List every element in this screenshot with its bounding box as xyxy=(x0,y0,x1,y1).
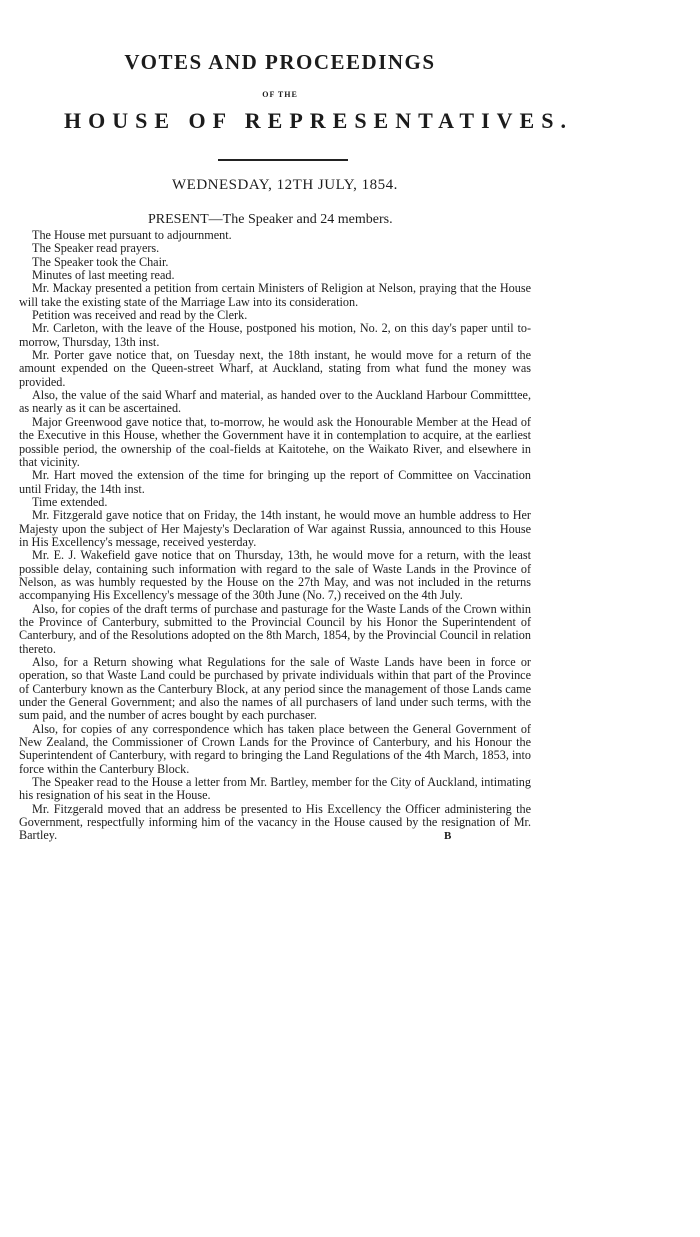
signature-mark: B xyxy=(444,830,452,842)
paragraph: Mr. Hart moved the extension of the time for bringing up the report of Committee on Vaccination until Friday, the 14th inst. xyxy=(19,468,531,496)
paragraph: The Speaker took the Chair. xyxy=(32,254,169,269)
of-the-label: OF THE xyxy=(262,90,298,99)
paragraph: Mr. Mackay presented a petition from certain Ministers of Religion at Nelson, praying that the House will take the existing state of the Marriage Law into its consideration. xyxy=(19,281,531,309)
sitting-date: WEDNESDAY, 12TH JULY, 1854. xyxy=(172,177,398,193)
paragraph: Mr. Fitzgerald moved that an address be presented to His Excellency the Officer administering the Government, respectfully informing him of the vacancy in the House caused by the resignation of Mr. Bartley. xyxy=(19,801,531,843)
paragraph: Mr. Porter gave notice that, on Tuesday next, the 18th instant, he would move for a return of the amount expended on the Queen-street Wharf, at Auckland, stating from what fund the money was provided. xyxy=(19,348,531,389)
header-divider xyxy=(218,159,348,161)
paragraph: Minutes of last meeting read. xyxy=(32,268,175,283)
paragraph: The Speaker read prayers. xyxy=(32,241,160,256)
paragraph: Major Greenwood gave notice that, to-morrow, he would ask the Honourable Member at the Head of the Executive in this House, whether the Government have it in contemplation to acquire, at the earliest possible period, the ownership of the coal-fields at Kaitotehe, on the Waikato River, and elsewhere in that vicinity. xyxy=(19,414,531,469)
paragraph: The House met pursuant to adjournment. xyxy=(32,228,232,242)
house-heading: HOUSE OF REPRESENTATIVES. xyxy=(64,108,573,133)
paragraph: Mr. Fitzgerald gave notice that on Friday, the 14th instant, he would move an humble address to Her Majesty upon the subject of Her Majesty's Declaration of War against Russia, announced to this House in His Excellency's message, received yesterday. xyxy=(19,508,531,549)
paragraph: Also, for copies of the draft terms of purchase and pasturage for the Waste Lands of the Crown within the Province of Canterbury, submitted to the Provincial Council by his Honor the Superintendent of Canterbury, and of the Resolutions adopted on the 8th March, 1854, by the Provincial Council in relation thereto. xyxy=(19,601,531,656)
paragraph: Mr. E. J. Wakefield gave notice that on Thursday, 13th, he would move for a return, with the least possible delay, containing such information with regard to the sale of Waste Lands in the Province of Nelson, as was humbly requested by the House on the 27th May, and was not included in the returns accompanying His Excellency's message of the 30th June (No. 7,) received on the 4th July. xyxy=(19,548,531,603)
document-title: VOTES AND PROCEEDINGS xyxy=(124,50,436,74)
proceedings-body xyxy=(19,229,531,843)
paragraph: Also, for a Return showing what Regulations for the sale of Waste Lands have been in force or operation, so that Waste Land could be purchased by private individuals within that part of the Province of Canterbury known as the Canterbury Block, at any period since the management of those Lands came under the General Government; and also the names of all purchasers of land under such terms, with the sum paid, and the number of acres bought by each purchaser. xyxy=(19,655,531,723)
paragraph: Also, for copies of any correspondence which has taken place between the General Government of New Zealand, the Commissioner of Crown Lands for the Province of Canterbury, and his Honour the Superintendent of Canterbury, with regard to bringing the Land Regulations of the 4th March, 1853, into force within the Canterbury Block. xyxy=(19,721,531,776)
paragraph: Time extended. xyxy=(32,494,108,509)
paragraph: Also, the value of the said Wharf and material, as handed over to the Auckland Harbour Committtee, as nearly as it can be ascertained. xyxy=(19,388,531,416)
paragraph: Petition was received and read by the Clerk. xyxy=(32,308,248,323)
present-line: PRESENT—The Speaker and 24 members. xyxy=(148,212,393,227)
paragraph: The Speaker read to the House a letter from Mr. Bartley, member for the City of Auckland, intimating his resignation of his seat in the House. xyxy=(19,775,531,803)
paragraph: Mr. Carleton, with the leave of the House, postponed his motion, No. 2, on this day's paper until to-morrow, Thursday, 13th inst. xyxy=(19,321,531,349)
